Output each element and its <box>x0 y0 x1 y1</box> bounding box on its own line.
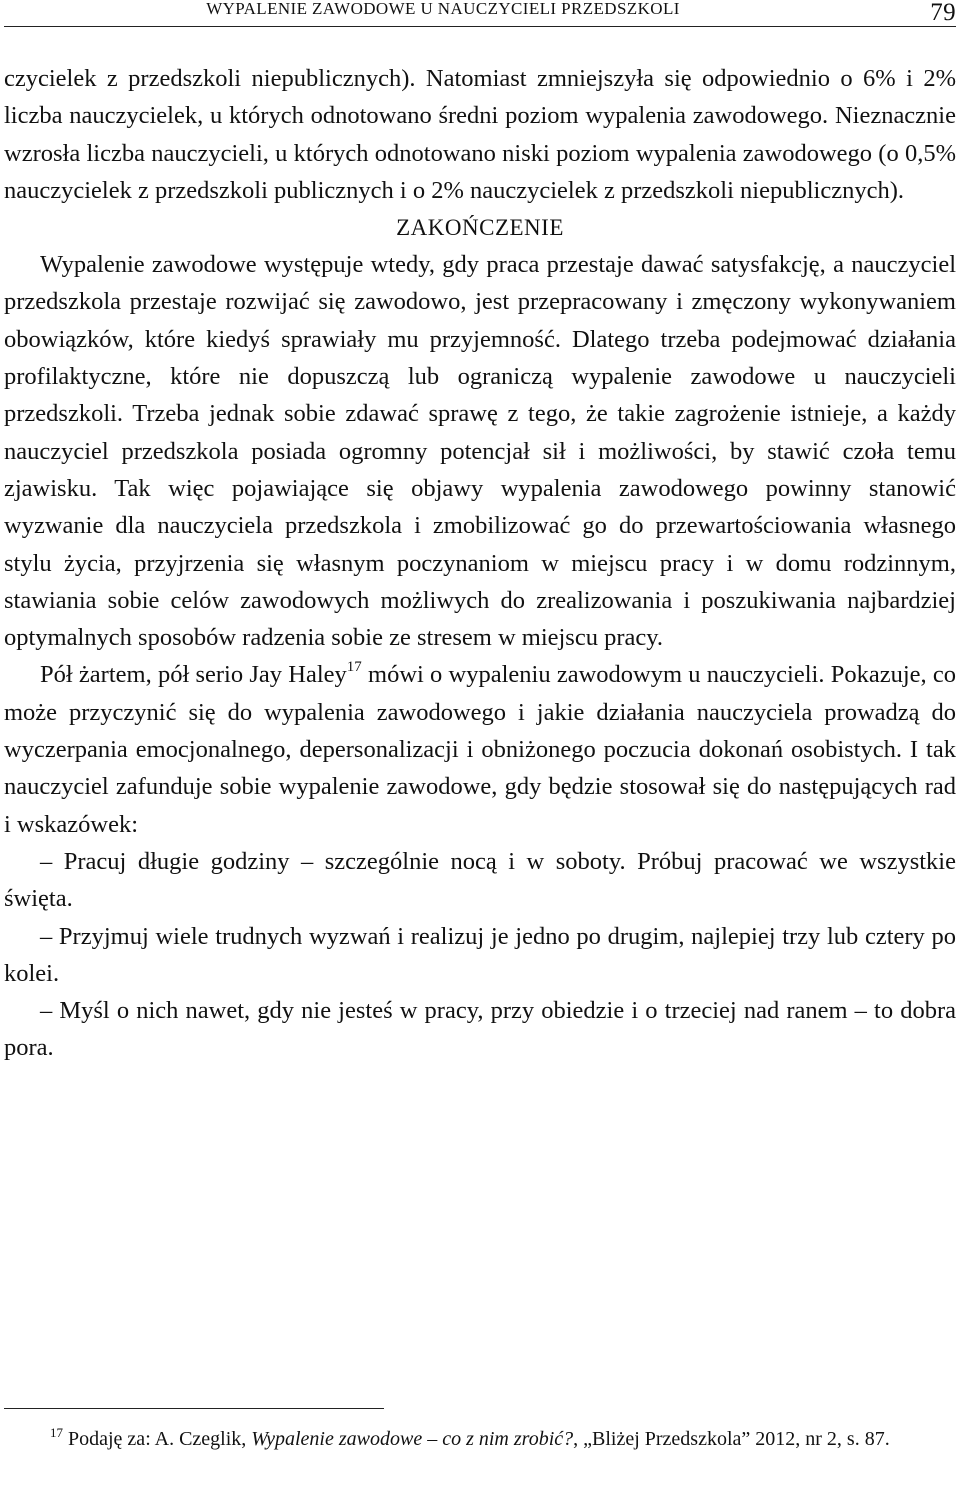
running-head-title: WYPALENIE ZAWODOWE U NAUCZYCIELI PRZEDSZKOLI <box>206 0 680 18</box>
page-number: 79 <box>930 0 956 26</box>
footnote-reference: 17 <box>346 659 362 676</box>
paragraph-haley <box>4 656 956 842</box>
advice-item-3: – Myśl o nich nawet, gdy nie jesteś w pracy, przy obiedzie i o trzeciej nad ranem – to dobra pora. <box>4 997 956 1062</box>
section-heading: ZAKOŃCZENIE <box>396 215 564 241</box>
footnote-suffix: , „Bliżej Przedszkola” 2012, nr 2, s. 87. <box>573 1428 890 1450</box>
advice-item-2: – Przyjmuj wiele trudnych wyzwań i realizuj je jedno po drugim, najlepiej trzy lub cztery po kolei. <box>4 922 956 987</box>
footnote-divider <box>4 1408 384 1409</box>
footnote-prefix: Podaję za: A. Czeglik, <box>63 1428 252 1450</box>
body-text <box>4 60 956 1067</box>
paragraph-conclusion: Wypalenie zawodowe występuje wtedy, gdy praca przestaje dawać satysfakcję, a nauczyciel przedszkola przestaje rozwijać się zawodowo, jest przepracowany i zmęczony wykonywaniem obowiązków, które kiedyś sprawiały mu przyjemność. Dlatego trzeba podejmować działania profilaktyczne, które nie dopuszczą lub ograniczą wypalenie zawodowe u nauczycieli przedszkoli. Trzeba jednak sobie zdawać sprawę z tego, że takie zagrożenie istnieje, a każdy nauczyciel przedszkola posiada ogromny potencjał sił i możliwości, by stawić czoła temu zjawisku. Tak więc pojawiające się objawy wypalenia zawodowego powinny stanowić wyzwanie dla nauczyciela przedszkola i zmobilizować go do przewartościowania własnego stylu życia, przyjrzenia się własnym poczynaniom w miejscu pracy i w domu rodzinnym, stawiania sobie celów zawodowych możliwych do zrealizowania i poszukiwania najbardziej optymalnych sposobów radzenia sobie ze stresem w miejscu pracy. <box>4 251 956 652</box>
paragraph-haley-rest: mówi o wypaleniu zawodowym u nauczycieli. Pokazuje, co może przyczynić się do wypalenia zawodowego i jakie działania nauczyciela prowadzą do wyczerpania emocjonalnego, depersonalizacji i obniżonego poczucia dokonań osobistych. I tak nauczyciel zafunduje sobie wypalenie zawodowe, gdy będzie stosował się do następujących rad i wskazówek: <box>4 661 956 838</box>
advice-item-1: – Pracuj długie godziny – szczególnie nocą i w soboty. Próbuj pracować we wszystkie święta. <box>4 847 956 913</box>
footnote-cited-title: Wypalenie zawodowe – co z nim zrobić? <box>251 1428 574 1450</box>
running-head <box>4 0 956 27</box>
paragraph-haley-start: Pół żartem, pół serio Jay Haley <box>40 661 347 689</box>
footnote <box>4 1424 956 1454</box>
footnote-number: 17 <box>50 1425 63 1440</box>
paragraph-continued: czycielek z przedszkoli niepublicznych). Natomiast zmniejszyła się odpowiednio o 6% i 2% liczba nauczycielek, u których odnotowano średni poziom wypalenia zawodowego. Nieznacznie wzrosła liczba nauczycieli, u których odnotowano niski poziom wypalenia zawodowego (o 0,5% nauczycielek z przedszkoli publicznych i o 2% nauczycielek z przedszkoli niepublicznych). <box>4 65 956 204</box>
document-page <box>4 0 956 1485</box>
